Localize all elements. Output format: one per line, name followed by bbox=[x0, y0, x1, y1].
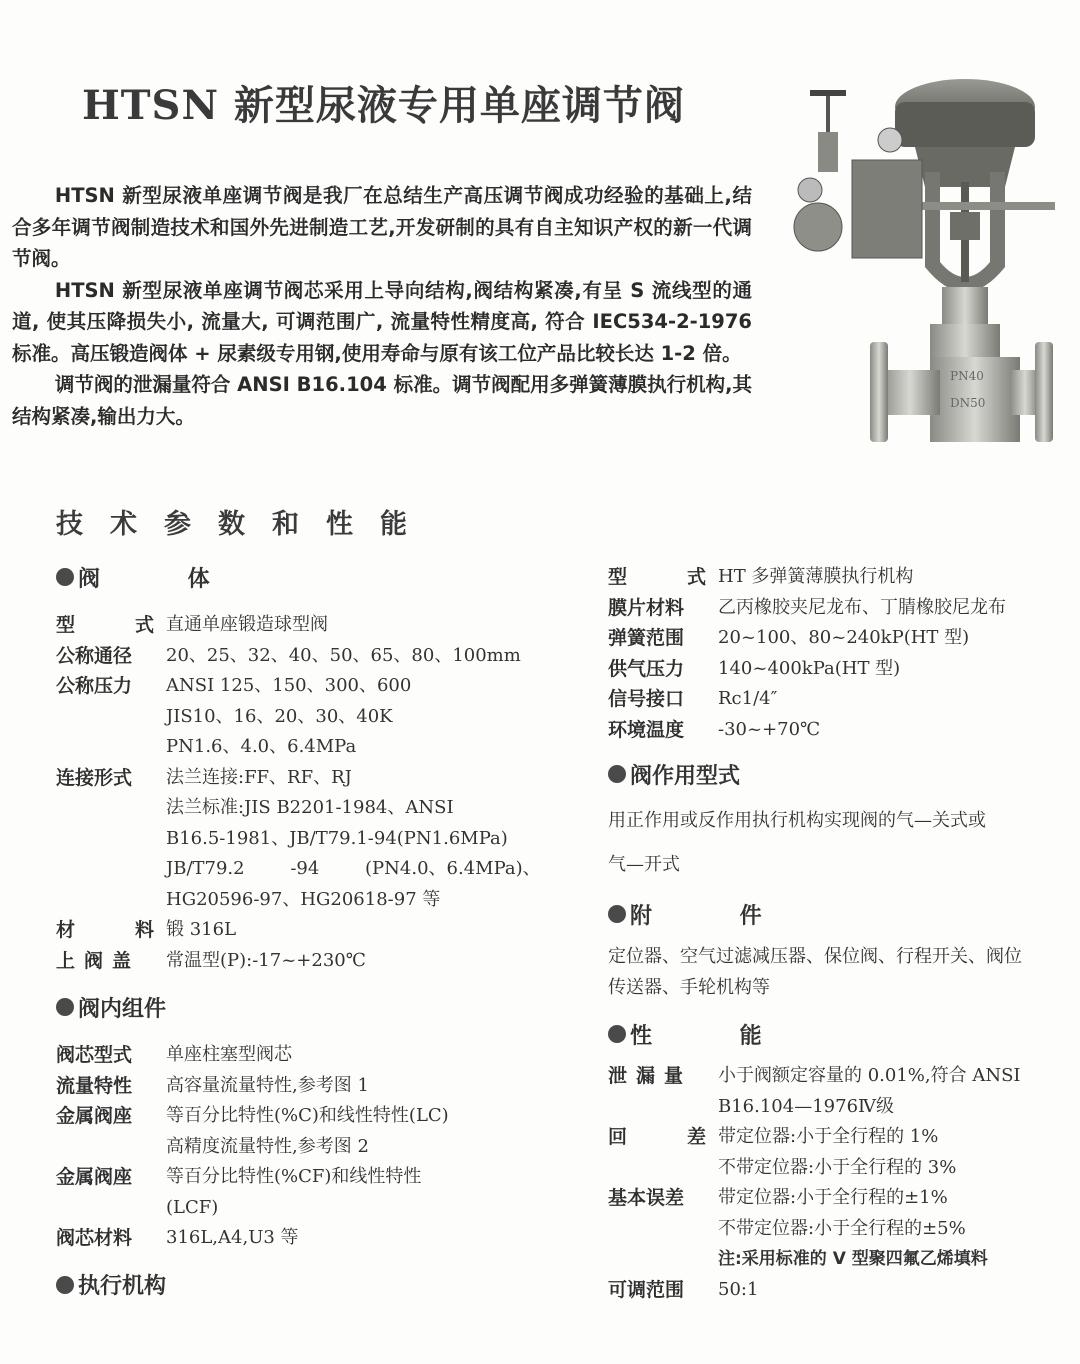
accessories-line: 定位器、空气过滤减压器、保位阀、行程开关、阀位 bbox=[608, 946, 1022, 967]
spec-row bbox=[56, 1162, 576, 1223]
spec-row bbox=[608, 562, 1078, 593]
spec-value: 20~100、80~240kP(HT 型) bbox=[718, 627, 970, 648]
spec-value: 高容量流量特性,参考图 1 bbox=[166, 1074, 369, 1096]
spec-row bbox=[608, 1122, 1078, 1183]
spec-label: 金属阀座 bbox=[56, 1105, 133, 1127]
spec-value: 直通单座锻造球型阀 bbox=[166, 614, 328, 635]
actuator-list bbox=[608, 562, 1078, 745]
spec-label: 信号接口 bbox=[608, 688, 685, 710]
bullet-icon bbox=[608, 905, 626, 923]
spec-value: 带定位器:小于全行程的 1% bbox=[718, 1126, 939, 1147]
intro-paragraph: HTSN 新型尿液单座调节阀芯采用上导向结构,阀结构紧凑,有呈 S 流线型的通道, 使其压降损失小, 流量大, 可调范围广, 流量特性精度高, 符合 IEC534-2-1976 标准。高压锻造阀体 + 尿素级专用钢,使用寿命与原有该工位产品比较长达 1-2 倍。 bbox=[12, 278, 752, 365]
spec-value: 高精度流量特性,参考图 2 bbox=[166, 1135, 369, 1157]
spec-value: 316L,A4,U3 等 bbox=[166, 1227, 299, 1248]
valve-body-list bbox=[56, 610, 576, 976]
spec-value: 法兰标准:JIS B2201-1984、ANSI bbox=[166, 797, 454, 818]
intro-paragraph: HTSN 新型尿液单座调节阀是我厂在总结生产高压调节阀成功经验的基础上,结合多年调节阀制造技术和国外先进制造工艺,开发研制的具有自主知识产权的新一代调节阀。 bbox=[12, 184, 752, 270]
spec-value: -30~+70℃ bbox=[718, 718, 821, 740]
heading-valve-body: 阀 体 bbox=[56, 560, 576, 594]
spec-row bbox=[56, 763, 576, 916]
heading-trim: 阀内组件 bbox=[56, 990, 576, 1024]
spec-row bbox=[608, 1061, 1078, 1122]
spec-value: 锻 316L bbox=[166, 919, 237, 940]
spec-value: 不带定位器:小于全行程的±5% bbox=[718, 1217, 966, 1239]
spec-value: JB/T79.2 -94 (PN4.0、6.4MPa)、 bbox=[166, 858, 541, 879]
spec-row bbox=[608, 1183, 1078, 1244]
spec-value: 单座柱塞型阀芯 bbox=[166, 1044, 292, 1065]
bullet-icon bbox=[608, 1025, 626, 1043]
spec-value: HG20596-97、HG20618-97 等 bbox=[166, 888, 441, 910]
right-column bbox=[608, 562, 1078, 1305]
spec-row bbox=[56, 1223, 576, 1254]
heading-accessories: 附 件 bbox=[608, 897, 1078, 931]
spec-row bbox=[56, 946, 576, 977]
spec-label: 膜片材料 bbox=[608, 596, 685, 619]
left-column bbox=[56, 560, 576, 1318]
spec-value: Rc1/4″ bbox=[718, 688, 778, 709]
spec-row bbox=[56, 1101, 576, 1162]
spec-row bbox=[608, 715, 1078, 746]
section-title: 技术参数和性能 bbox=[56, 509, 434, 540]
spec-value: 50:1 bbox=[718, 1278, 759, 1300]
spec-value: 等百分比特性(%C)和线性特性(LC) bbox=[166, 1105, 449, 1126]
spec-label: 型 式 bbox=[56, 614, 154, 636]
note-text: 注:采用标准的 V 型聚四氟乙烯填料 bbox=[718, 1249, 988, 1269]
spec-value: 乙丙橡胶夹尼龙布、丁腈橡胶尼龙布 bbox=[718, 596, 1006, 618]
spec-label: 阀芯型式 bbox=[56, 1044, 133, 1066]
spec-value: 等百分比特性(%CF)和线性特性 bbox=[166, 1166, 422, 1187]
valve-photo bbox=[790, 62, 1065, 452]
spec-row bbox=[608, 593, 1078, 624]
spec-label: 流量特性 bbox=[56, 1074, 133, 1097]
spec-value: 法兰连接:FF、RF、RJ bbox=[166, 766, 352, 788]
action-line: 气—开式 bbox=[608, 854, 680, 875]
spec-value: 不带定位器:小于全行程的 3% bbox=[718, 1156, 957, 1178]
performance-list bbox=[608, 1061, 1078, 1305]
spec-label: 公称压力 bbox=[56, 675, 133, 697]
heading-actuator: 执行机构 bbox=[56, 1268, 576, 1302]
spec-label: 泄漏量 bbox=[608, 1065, 693, 1087]
spec-label: 阀芯材料 bbox=[56, 1227, 133, 1249]
bullet-icon bbox=[56, 1276, 74, 1294]
spec-label: 弹簧范围 bbox=[608, 627, 685, 649]
spec-value: (LCF) bbox=[166, 1196, 219, 1218]
spec-value: ANSI 125、150、300、600 bbox=[166, 675, 412, 696]
spec-value: HT 多弹簧薄膜执行机构 bbox=[718, 566, 914, 587]
spec-row bbox=[608, 623, 1078, 654]
spec-value: 小于阀额定容量的 0.01%,符合 ANSI bbox=[718, 1065, 1021, 1086]
spec-row bbox=[608, 654, 1078, 685]
spec-label: 可调范围 bbox=[608, 1278, 685, 1301]
bullet-icon bbox=[608, 765, 626, 783]
spec-value: PN1.6、4.0、6.4MPa bbox=[166, 736, 357, 757]
spec-value: B16.104—1976Ⅳ级 bbox=[718, 1095, 895, 1117]
spec-label: 金属阀座 bbox=[56, 1166, 133, 1188]
spec-label: 环境温度 bbox=[608, 718, 685, 741]
spec-row bbox=[56, 1071, 576, 1102]
spec-label: 供气压力 bbox=[608, 657, 685, 680]
bullet-icon bbox=[56, 568, 74, 586]
spec-row bbox=[56, 1040, 576, 1071]
accessories-line: 传送器、手轮机构等 bbox=[608, 977, 770, 998]
spec-value: 20、25、32、40、50、65、80、100mm bbox=[166, 644, 521, 666]
page-title: HTSN 新型尿液专用单座调节阀 bbox=[82, 82, 685, 129]
spec-value: 常温型(P):-17~+230℃ bbox=[166, 949, 366, 971]
spec-value: B16.5-1981、JB/T79.1-94(PN1.6MPa) bbox=[166, 827, 508, 849]
intro-text bbox=[12, 180, 752, 432]
heading-action-type: 阀作用型式 bbox=[608, 757, 1078, 791]
spec-label: 基本误差 bbox=[608, 1187, 685, 1209]
action-text bbox=[608, 799, 1078, 887]
spec-label: 公称通径 bbox=[56, 644, 133, 667]
bullet-icon bbox=[56, 998, 74, 1016]
spec-label: 连接形式 bbox=[56, 766, 133, 789]
spec-label: 型 式 bbox=[608, 566, 706, 588]
spec-label bbox=[608, 1244, 718, 1275]
marking-pn: PN40 bbox=[950, 369, 984, 383]
spec-row bbox=[56, 641, 576, 672]
spec-row bbox=[608, 1244, 1078, 1275]
spec-label: 材 料 bbox=[56, 919, 154, 941]
spec-row bbox=[56, 610, 576, 641]
heading-performance: 性 能 bbox=[608, 1017, 1078, 1051]
spec-row bbox=[56, 915, 576, 946]
spec-row bbox=[608, 1275, 1078, 1306]
spec-label: 回 差 bbox=[608, 1126, 706, 1148]
spec-value: 带定位器:小于全行程的±1% bbox=[718, 1187, 948, 1208]
accessories-text bbox=[608, 941, 1078, 1003]
intro-paragraph: 调节阀的泄漏量符合 ANSI B16.104 标准。调节阀配用多弹簧薄膜执行机构,其结构紧凑,输出力大。 bbox=[12, 373, 752, 428]
trim-list bbox=[56, 1040, 576, 1254]
spec-row bbox=[56, 671, 576, 763]
action-line: 用正作用或反作用执行机构实现阀的气—关式或 bbox=[608, 810, 986, 831]
spec-value: JIS10、16、20、30、40K bbox=[166, 705, 393, 727]
spec-value: 140~400kPa(HT 型) bbox=[718, 657, 901, 679]
spec-row bbox=[608, 684, 1078, 715]
marking-dn: DN50 bbox=[950, 396, 986, 410]
spec-label: 上阀盖 bbox=[56, 949, 141, 972]
